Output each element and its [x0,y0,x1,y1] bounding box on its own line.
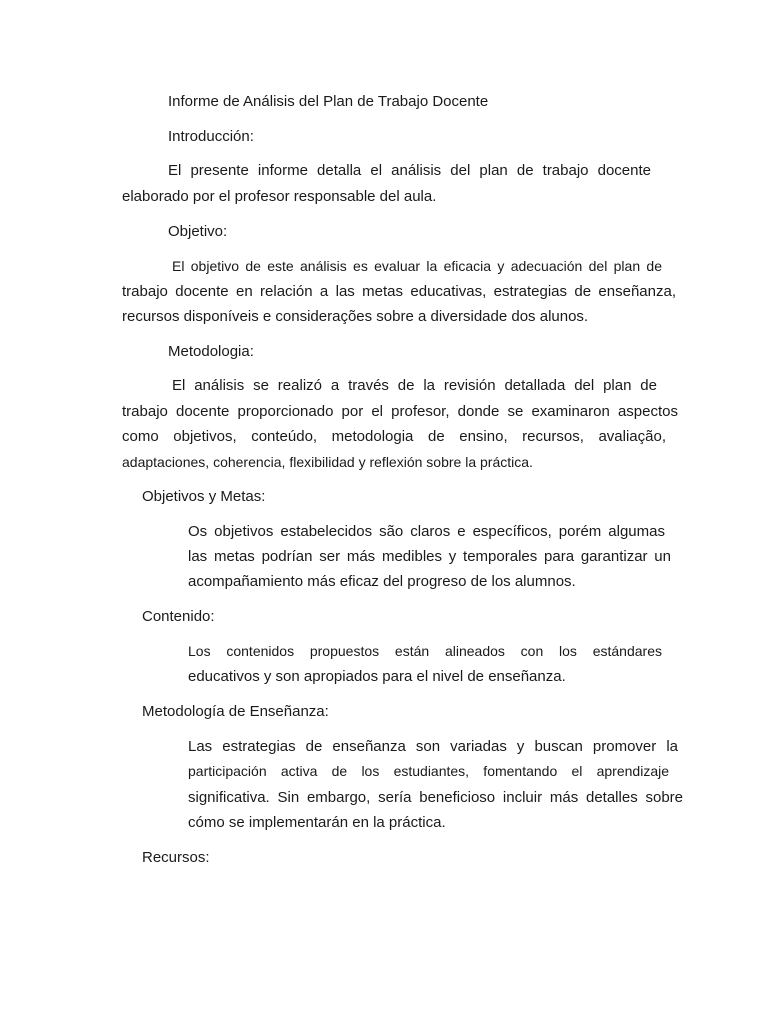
document-title: Informe de Análisis del Plan de Trabajo Docente [168,93,489,110]
objective-line-2: trabajo docente en relación a las metas educativas, estrategias de enseñanza, [122,283,676,300]
heading-objective: Objetivo: [168,223,228,240]
heading-resources: Recursos: [142,849,210,866]
teaching-line-1: Las estrategias de enseñanza son variadas y buscan promover la [188,738,678,755]
objective-line-1: El objetivo de este análisis es evaluar la eficacia y adecuación del plan de [172,258,662,274]
content-line-1: Los contenidos propuestos están alineados con los estándares [188,643,662,659]
goals-line-1: Os objetivos estabelecidos são claros e específicos, porém algumas [188,523,665,540]
methodology-line-2: trabajo docente proporcionado por el profesor, donde se examinaron aspectos [122,403,678,420]
objective-line-3: recursos disponíveis e considerações sobre a diversidade dos alunos. [122,308,589,325]
heading-methodology: Metodologia: [168,343,254,360]
methodology-line-1: El análisis se realizó a través de la revisión detallada del plan de [172,377,657,394]
intro-line-2: elaborado por el profesor responsable del aula. [122,188,437,205]
heading-teaching-methodology: Metodología de Enseñanza: [142,703,329,720]
content-line-2: educativos y son apropiados para el nivel de enseñanza. [188,668,566,685]
teaching-line-3: significativa. Sin embargo, sería beneficioso incluir más detalles sobre [188,789,683,806]
teaching-line-2: participación activa de los estudiantes, fomentando el aprendizaje [188,763,669,779]
goals-line-3: acompañamiento más eficaz del progreso de los alumnos. [188,573,576,590]
methodology-line-4: adaptaciones, coherencia, flexibilidad y reflexión sobre la práctica. [122,454,533,470]
methodology-line-3: como objetivos, conteúdo, metodologia de ensino, recursos, avaliação, [122,428,666,445]
teaching-line-4: cómo se implementarán en la práctica. [188,814,446,831]
goals-line-2: las metas podrían ser más medibles y temporales para garantizar un [188,548,671,565]
intro-line-1: El presente informe detalla el análisis del plan de trabajo docente [168,162,651,179]
heading-content: Contenido: [142,608,215,625]
heading-introduction: Introducción: [168,128,254,145]
heading-goals: Objetivos y Metas: [142,488,266,505]
